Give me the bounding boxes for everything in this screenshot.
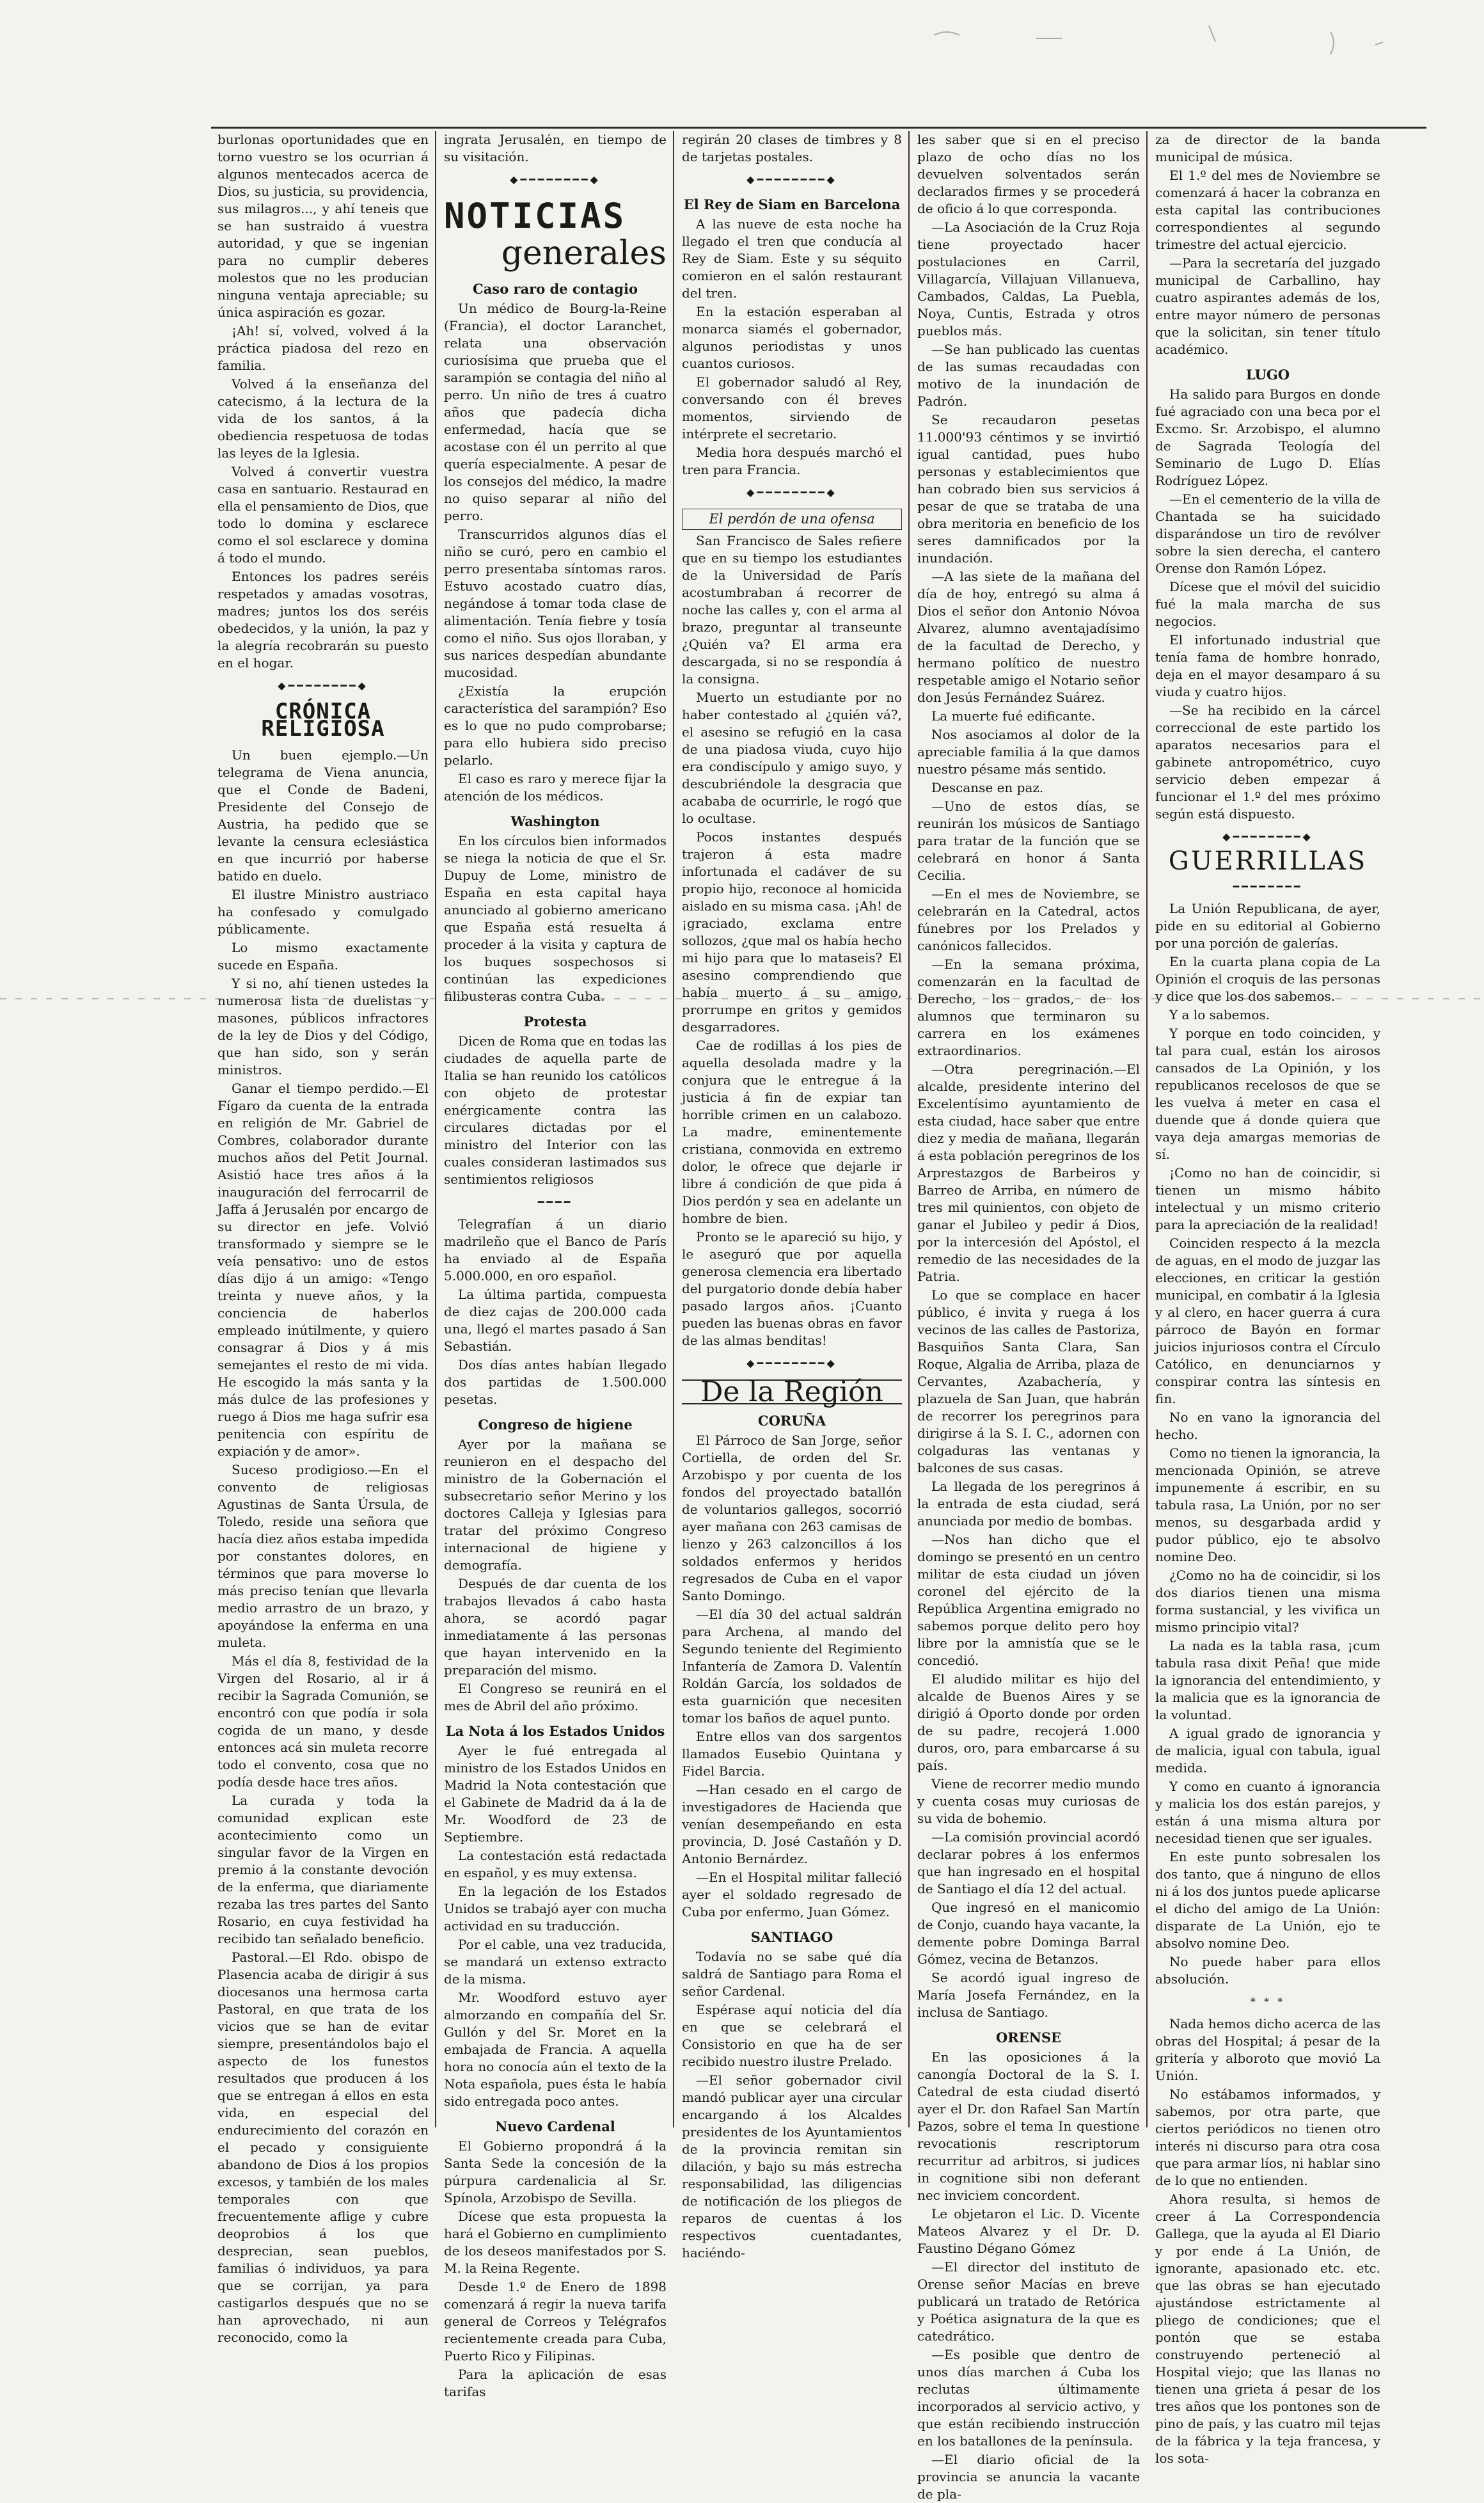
article-paragraph: ¡Como no han de coincidir, si tienen un mismo hábito intelectual y un mismo criterio para la apreciación de la realidad! xyxy=(1155,1165,1380,1232)
article-paragraph: Ayer por la mañana se reunieron en el despacho del ministro de la Gobernación el subsecretario señor Merino y los doctores Calleja y Iglesias para tratar del próximo Congreso internacional de higiene y demografía. xyxy=(444,1436,667,1573)
article-heading: El Rey de Siam en Barcelona xyxy=(683,196,901,212)
article-paragraph: ¡Ah! sí, volved, volved á la práctica piadosa del rezo en familia. xyxy=(217,323,429,373)
separator-ornament: ◆━━━━━━━━◆ xyxy=(746,173,837,186)
article-heading: Congreso de higiene xyxy=(478,1417,633,1433)
article-paragraph: Después de dar cuenta de los trabajos llevados á cabo hasta ahora, se acordó pagar inmediatamente á las personas que hayan intervenido en la preparación del mismo. xyxy=(444,1576,667,1678)
article-paragraph: Dícese que el móvil del suicidio fué la mala marcha de sus negocios. xyxy=(1155,579,1380,629)
article-paragraph: El aludido militar es hijo del alcalde de Buenos Aires y se dirigió á Oporto donde por orden de su padre, recojerá 1.000 duros, oro, para embarcarse á su país. xyxy=(917,1671,1140,1773)
article-paragraph: El Párroco de San Jorge, señor Cortiella, de orden del Sr. Arzobispo y por cuenta de los fondos del proyectado batallón de voluntarios gallegos, socorrió ayer mañana con 263 camisas de lienzo y 263 calzoncillos á los soldados enfermos y heridos regresados de Cuba en el vapor Santo Domingo. xyxy=(682,1433,902,1603)
article-paragraph: —Se ha recibido en la cárcel correccional de este partido los aparatos necesarios para el gabinete antropométrico, cuyo servicio deben empezar á funcionar el 1.º del mes próximo según está dispuesto. xyxy=(1155,703,1380,822)
article-paragraph: Ayer le fué entregada al ministro de los Estados Unidos en Madrid la Nota contestación que el Gabinete de Madrid da á la de Mr. Woodford de 23 de Septiembre. xyxy=(444,1743,667,1845)
article-paragraph: Se recaudaron pesetas 11.000'93 céntimos y se invirtió igual cantidad, pues hubo personas y establecimientos que han cobrado bien sus servicios á pesar de que se trataba de una obra meritoria en beneficio de los seres damnificados por la inundación. xyxy=(917,412,1140,566)
article-paragraph: —El día 30 del actual saldrán para Archena, al mando del Segundo teniente del Regimiento Infantería de Zamora D. Valentín Roldán García, los soldados de esta guarnición que necesiten tomar los baños de aquel punto. xyxy=(682,1607,902,1726)
article-paragraph: ingrata Jerusalén, en tiempo de su visitación. xyxy=(444,132,667,164)
article-heading: Nuevo Cardenal xyxy=(495,2118,615,2134)
article-paragraph: —La Asociación de la Cruz Roja tiene proyectado hacer postulaciones en Carril, Villagarcía, Villajuan Villanueva, Cambados, Caldas, La Puebla, Noya, Cuntis, Estrada y otros pueblos más. xyxy=(917,219,1140,338)
article-paragraph: El Congreso se reunirá en el mes de Abril del año próximo. xyxy=(444,1681,667,1713)
article-paragraph: —El señor gobernador civil mandó publicar ayer una circular encargando á los Alcaldes presidentes de los Ayuntamientos de la provincia remitan sin dilación, y bajo su más estrecha responsabilidad, las diligencias de notificación de los pliegos de reparos de cuentas á los respectivos cuentadantes, haciéndo- xyxy=(682,2072,902,2261)
article-paragraph: Dícese que esta propuesta la hará el Gobierno en cumplimiento de los deseos manifestados por S. M. la Reina Regente. xyxy=(444,2209,667,2276)
article-paragraph: Todavía no se sabe qué día saldrá de Santiago para Roma el señor Cardenal. xyxy=(682,1949,902,1999)
article-paragraph: Para la aplicación de esas tarifas xyxy=(444,2367,667,2399)
article-paragraph: Volved á la enseñanza del catecismo, á la lectura de la vida de los santos, á la obediencia respetuosa de todas las leyes de la Iglesia. xyxy=(217,376,429,461)
article-paragraph: —Han cesado en el cargo de investigadores de Hacienda que venían desempeñando en esta provincia, D. José Castañón y D. Antonio Bernárdez. xyxy=(682,1782,902,1866)
article-paragraph: No estábamos informados, y sabemos, por otra parte, que ciertos periódicos no tienen otro interés ni discurso para otra cosa que para armar líos, ni hablar sino de lo que no entienden. xyxy=(1155,2086,1380,2188)
article-paragraph: Cae de rodillas á los pies de aquella desolada madre y la conjura que le entregue á la justicia á fin de expiar tan horrible crimen en un calabozo. La madre, eminentemente cristiana, conmovida en extremo dolor, le ofrece que dejarle ir libre á condición de que pida á Dios perdón y sea en adelante un hombre de bien. xyxy=(682,1038,902,1226)
article-paragraph: —El director del instituto de Orense señor Macías en breve publicará un tratado de Retórica y Poética asignatura de la que es catedrático. xyxy=(917,2259,1140,2344)
article-paragraph: ¿Existía la erupción característica del sarampión? Eso es lo que no pudo comprobarse; para ello hubiera sido preciso pelarlo. xyxy=(444,683,667,768)
article-paragraph: —El diario oficial de la provincia se anuncia la vacante de pla- xyxy=(917,2452,1140,2502)
article-paragraph: San Francisco de Sales refiere que en su tiempo los estudiantes de la Universidad de París acostumbraban á recorrer de noche las calles y, con el arma al brazo, preguntar al transeunte ¿Quién va? El arma era descargada, si no se respondía á la consigna. xyxy=(682,533,902,687)
article-heading: Caso raro de contagio xyxy=(473,281,638,297)
article-paragraph: Suceso prodigioso.—En el convento de religiosas Agustinas de Santa Úrsula, de Toledo, reside una señora que hacía diez años estaba impedida por constantes dolores, en términos que para moverse lo más preciso tenían que llevarla medio arrastro de un brazo, y apoyándose la enferma en una muleta. xyxy=(217,1462,429,1650)
article-paragraph: Lo mismo exactamente sucede en España. xyxy=(217,940,429,973)
column-5 xyxy=(1148,131,1380,2466)
column-3 xyxy=(674,131,910,2261)
article-paragraph: Pocos instantes después trajeron á esta madre infortunada el cadáver de su propio hijo, reconoce al homicida aislado en su misma casa. ¡Ah! de ¡graciado, exclama entre sollozos, ¿que mal os había hecho mi hijo para que lo mataseis? El asesino comprendiendo que había muerto á su amigo, prorrumpe en gritos y gemidos desgarradores. xyxy=(682,829,902,1035)
section-title-cronica: CRÓNICA RELIGIOSA xyxy=(261,699,385,742)
article-heading: Protesta xyxy=(523,1013,587,1029)
column-1 xyxy=(217,131,436,2345)
article-paragraph: Un buen ejemplo.—Un telegrama de Viena anuncia, que el Conde de Badeni, Presidente del Consejo de Austria, ha pedido que se levante la censura eclesiástica en que incurrió por haberse batido en duelo. xyxy=(217,747,429,884)
article-paragraph: Mr. Woodford estuvo ayer almorzando en compañía del Sr. Gullón y del Sr. Moret en la embajada de Francia. A aquella hora no conocía aún el texto de la Nota española, pues ésta le había sido entregada poco antes. xyxy=(444,1990,667,2109)
article-heading: Washington xyxy=(510,813,600,829)
article-paragraph: En la estación esperaban al monarca siamés el gobernador, algunos periodistas y unos cuantos curiosos. xyxy=(682,304,902,371)
article-heading: SANTIAGO xyxy=(750,1929,833,1945)
article-heading: El perdón de una ofensa xyxy=(682,509,902,530)
article-paragraph: El caso es raro y merece fijar la atención de los médicos. xyxy=(444,771,667,804)
article-paragraph: Nada hemos dicho acerca de las obras del Hospital; á pesar de la gritería y alboroto que movió La Unión. xyxy=(1155,2016,1380,2083)
separator-ornament: ━━━━ xyxy=(537,1196,573,1208)
article-paragraph: Media hora después marchó el tren para Francia. xyxy=(682,445,902,477)
article-heading: La Nota á los Estados Unidos xyxy=(445,1723,665,1739)
article-paragraph: —En la semana próxima, comenzarán en la facultad de Derecho, los grados, de los alumnos que terminaron su carrera en los exámenes extraordinarios. xyxy=(917,957,1140,1058)
article-paragraph: No en vano la ignorancia del hecho. xyxy=(1155,1410,1380,1442)
article-paragraph: La llegada de los peregrinos á la entrada de esta ciudad, será anunciada por medio de bombas. xyxy=(917,1479,1140,1529)
article-paragraph: regirán 20 clases de timbres y 8 de tarjetas postales. xyxy=(682,132,902,164)
article-paragraph: Viene de recorrer medio mundo y cuenta cosas muy curiosas de su vida de bohemio. xyxy=(917,1776,1140,1826)
section-title-generales: generales xyxy=(501,234,667,273)
article-paragraph: En la cuarta plana copia de La Opinión el croquis de las personas y dice que los dos sabemos. xyxy=(1155,954,1380,1004)
article-paragraph: La contestación está redactada en español, y es muy extensa. xyxy=(444,1848,667,1880)
section-title-guerrillas: GUERRILLAS xyxy=(1168,846,1368,876)
section-title-noticias: NOTICIAS xyxy=(444,196,626,236)
article-paragraph: La muerte fué edificante. xyxy=(931,708,1096,724)
article-paragraph: Y si no, ahí tienen ustedes la numerosa lista de duelistas y masones, públicos infractores de la ley de Dios y del Código, que han sido, son y serán ministros. xyxy=(217,976,429,1077)
article-paragraph: El ilustre Ministro austriaco ha confesado y comulgado públicamente. xyxy=(217,887,429,937)
article-paragraph: Transcurridos algunos días el niño se curó, pero en cambio el perro presentaba síntomas raros. Estuvo acostado cuatro días, negándose á tomar toda clase de alimentación. Tenía fiebre y tosía como el niño. Sus ojos lloraban, y sus narices despedían abundante mucosidad. xyxy=(444,527,667,680)
separator-ornament: ◆━━━━━━━━◆ xyxy=(278,679,368,692)
article-paragraph: —En el Hospital militar falleció ayer el soldado regresado de Cuba por enfermo, Juan Gómez. xyxy=(682,1870,902,1919)
article-heading: LUGO xyxy=(1245,367,1290,383)
article-paragraph: Le objetaron el Lic. D. Vicente Mateos Alvarez y el Dr. D. Faustino Dégano Gómez xyxy=(917,2206,1140,2256)
article-paragraph: —A las siete de la mañana del día de hoy, entregó su alma á Dios el señor don Antonio Nóvoa Alvarez, alumno aventajadísimo de la facultad de Derecho, y hermano político de nuestro respetable amigo el Notario señor don Jesús Fernández Suárez. xyxy=(917,569,1140,705)
article-paragraph: A igual grado de ignorancia y de malicia, igual con tabula, igual medida. xyxy=(1155,1726,1380,1776)
article-paragraph: En este punto sobresalen los dos tanto, que á ninguno de ellos ni á los dos juntos puede aplicarse el dicho del amigo de La Unión: disparate de La Unión, ejo te absolvo nomine Deo. xyxy=(1155,1849,1380,1951)
article-paragraph: En los círculos bien informados se niega la noticia de que el Sr. Dupuy de Lome, ministro de España en esta capital haya anunciado al gobierno americano que España está resuelta á proceder á la visita y captura de los buques sospechosos si continúan las expediciones filibusteras contra Cuba. xyxy=(444,833,667,1004)
article-paragraph: Se acordó igual ingreso de María Josefa Fernández, en la inclusa de Santiago. xyxy=(917,1970,1140,2020)
article-paragraph: Muerto un estudiante por no haber contestado al ¿quién vá?, el asesino se refugió en la casa de una piadosa viuda, cuyo hijo era condiscípulo y amigo suyo, y descubriéndole la desgracia que acababa de ocurrirle, le rogó que lo ocultase. xyxy=(682,690,902,826)
section-title-region: De la Región xyxy=(682,1379,902,1404)
article-paragraph: Volved á convertir vuestra casa en santuario. Restaurad en ella el pensamiento de Dios, que todo lo domina y esclarece como el sol esclarece y domina á todo el mundo. xyxy=(217,464,429,566)
article-paragraph: La Unión Republicana, de ayer, pide en su editorial al Gobierno por una porción de galerías. xyxy=(1155,901,1380,951)
separator-ornament: ◆━━━━━━━━◆ xyxy=(1222,830,1313,843)
article-paragraph: —En el cementerio de la villa de Chantada se ha suicidado disparándose un tiro de revólver sobre la sien derecha, el cantero Orense don Ramón López. xyxy=(1155,491,1380,576)
separator-ornament: ━━━━━━━━ xyxy=(1233,880,1303,893)
article-paragraph: —Para la secretaría del juzgado municipal de Carballino, hay cuatro aspirantes además de los, entre mayor número de personas que la solicitan, sin tener título académico. xyxy=(1155,255,1380,357)
article-paragraph: Entre ellos van dos sargentos llamados Eusebio Quintana y Fidel Barcia. xyxy=(682,1729,902,1779)
article-paragraph: Más el día 8, festividad de la Virgen del Rosario, al ir á recibir la Sagrada Comunión, se encontró con que podía ir sola cogida de un mano, y desde entonces acá sin muleta recorre todo el convento, cosa que no podía desde hace tres años. xyxy=(217,1653,429,1790)
article-paragraph: —Es posible que dentro de unos días marchen á Cuba los reclutas últimamente incorporados al servicio activo, y que están recibiendo instrucción en los batallones de la península. xyxy=(917,2347,1140,2449)
article-paragraph: —En el mes de Noviembre, se celebrarán en la Catedral, actos fúnebres por los Prelados y canónicos fallecidos. xyxy=(917,886,1140,953)
article-paragraph: —Otra peregrinación.—El alcalde, presidente interino del Excelentísimo ayuntamiento de esta ciudad, hace saber que entre diez y media de mañana, llegarán á esta población peregrinos de los Arprestazgos de Barbeiros y Barreo de Arriba, en número de tres mil quinientos, con objeto de ganar el Jubileo y pedir á Dios, por la intercesión del Apóstol, el remedio de las necesidades de la Patria. xyxy=(917,1061,1140,1284)
article-paragraph: les saber que si en el preciso plazo de ocho días no los devuelven solventados serán declarados firmes y se procederá de oficio á lo que corresponda. xyxy=(917,132,1140,216)
article-paragraph: Dos días antes habían llegado dos partidas de 1.500.000 pesetas. xyxy=(444,1357,667,1407)
article-paragraph: La nada es la tabla rasa, ¡cum tabula rasa dixit Peña! que mide la ignorancia del entendimiento, y la malicia que es la ignorancia de la voluntad. xyxy=(1155,1638,1380,1722)
separator-ornament: * * * xyxy=(1250,1996,1286,2008)
article-paragraph: —La comisión provincial acordó declarar pobres á los enfermos que han ingresado en el hospital de Santiago el día 12 del actual. xyxy=(917,1829,1140,1896)
article-paragraph: Entonces los padres seréis respetados y amadas vosotras, madres; juntos los dos seréis obedecidos, y la unión, la paz y la alegría recobrarán su puesto en el hogar. xyxy=(217,569,429,671)
article-paragraph: Ahora resulta, si hemos de creer á La Correspondencia Gallega, que la ayuda al El Diario y por ende á La Unión, de ignorante, apasionado etc. etc. que las obras se han ejecutado ajustándose estrictamente al pliego de condiciones; que el pontón que se estaba construyendo perteneció al Hospital viejo; que las llanas no tienen una grieta á pesar de los tres años que los pontones son de pino de país, y las cuatro mil tejas de la fábrica y la teja francesa, y los sota- xyxy=(1155,2191,1380,2466)
page-top-rule xyxy=(211,127,1426,129)
article-paragraph: No puede haber para ellos absolución. xyxy=(1155,1954,1380,1987)
article-paragraph: Un médico de Bourg-la-Reine (Francia), el doctor Laranchet, relata una observación curiosísima que prueba que el sarampión se contagia del niño al perro. Un niño de tres á cuatro años que padecía dicha enfermedad, hacía que se acostase con él un perrito al que quería especialmente. A pesar de los consejos del médico, la madre no quiso separar al niño del perro. xyxy=(444,301,667,523)
article-paragraph: Y porque en todo coinciden, y tal para cual, están los airosos cansados de La Opinión, y los republicanos recelosos de que se les vuelva á meter en casa el duende que á donde quiera que vaya deja amargas memorias de sí. xyxy=(1155,1026,1380,1162)
article-paragraph: El 1.º del mes de Noviembre se comenzará á hacer la cobranza en esta capital las contribuciones correspondientes al segundo trimestre del actual ejercicio. xyxy=(1155,168,1380,252)
article-paragraph: La última partida, compuesta de diez cajas de 200.000 cada una, llegó el martes pasado á San Sebastián. xyxy=(444,1287,667,1354)
article-paragraph: —Se han publicado las cuentas de las sumas recaudadas con motivo de la inundación de Padrón. xyxy=(917,342,1140,409)
column-4 xyxy=(910,131,1148,2502)
article-paragraph: En la legación de los Estados Unidos se trabajó ayer con mucha actividad en su traducción. xyxy=(444,1884,667,1934)
article-paragraph: Dicen de Roma que en todas las ciudades de aquella parte de Italia se han reunido los católicos con objeto de protestar enérgicamente contra las circulares dictadas por el ministro del Interior con las cuales consideran lastimados sus sentimientos religiosos xyxy=(444,1033,667,1187)
article-paragraph: Y a lo sabemos. xyxy=(1169,1007,1270,1022)
article-paragraph: Descanse en paz. xyxy=(931,780,1044,795)
separator-ornament: ◆━━━━━━━━◆ xyxy=(510,173,601,186)
article-paragraph: Espérase aquí noticia del día en que se celebrará el Consistorio en que ha de ser recibido nuestro ilustre Prelado. xyxy=(682,2002,902,2069)
article-paragraph: Ha salido para Burgos en donde fué agraciado con una beca por el Excmo. Sr. Arzobispo, el alumno de Sagrada Teología del Seminario de Lugo D. Elías Rodríguez López. xyxy=(1155,386,1380,488)
article-paragraph: El gobernador saludó al Rey, conversando con él breves momentos, sirviendo de intérprete el secretario. xyxy=(682,374,902,441)
article-paragraph: Pronto se le apareció su hijo, y le aseguró que por aquella generosa clemencia era libertado del purgatorio donde debía haber pasado largos años. ¡Cuanto pueden las buenas obras en favor de las almas benditas! xyxy=(682,1229,902,1348)
article-paragraph: A las nueve de esta noche ha llegado el tren que conducía al Rey de Siam. Este y su séquito comieron en el salón restaurant del tren. xyxy=(682,216,902,301)
article-paragraph: Por el cable, una vez traducida, se mandará un extenso extracto de la misma. xyxy=(444,1937,667,1987)
page-margin-noise xyxy=(0,0,1484,118)
article-paragraph: Pastoral.—El Rdo. obispo de Plasencia acaba de dirigir á sus diocesanos una hermosa carta Pastoral, en que trata de los vicios que se han de evitar siempre, presentándolos bajo el aspecto de los funestos resultados que producen á los que se entregan á ellos en esta vida, en especial del endurecimiento del corazón en el pecado y consiguiente abandono de Dios á los propios excesos, y también de los males temporales con que frecuentemente aflige y cubre deoprobios á los que desprecian, sean pueblos, familias ó individuos, ya para que se corrijan, ya para castigarlos después que no se han aprovechado, ni aun reconocido, como la xyxy=(217,1950,429,2345)
article-paragraph: Telegrafían á un diario madrileño que el Banco de París ha enviado al de España 5.000.000, en oro español. xyxy=(444,1216,667,1283)
article-paragraph: Que ingresó en el manicomio de Conjo, cuando haya vacante, la demente pobre Dominga Barral Gómez, vecina de Betanzos. xyxy=(917,1900,1140,1967)
column-2 xyxy=(436,131,674,2399)
article-heading: ORENSE xyxy=(995,2030,1062,2046)
article-paragraph: La curada y toda la comunidad explican este acontecimiento como un singular favor de la Virgen en premio á la constante devoción de la enferma, que diariamente rezaba las tres partes del Santo Rosario, en cuya festividad ha recibido tan señalado beneficio. xyxy=(217,1793,429,1946)
article-paragraph: Nos asociamos al dolor de la apreciable familia á la que damos nuestro pésame más sentido. xyxy=(917,727,1140,777)
article-paragraph: Y como en cuanto á ignorancia y malicia los dos están parejos, y están á una misma altura por necesidad tienen que ser iguales. xyxy=(1155,1779,1380,1846)
article-paragraph: Desde 1.º de Enero de 1898 comenzará á regir la nueva tarifa general de Correos y Telégrafos recientemente creada para Cuba, Puerto Rico y Filipinas. xyxy=(444,2279,667,2364)
article-paragraph: El infortunado industrial que tenía fama de hombre honrado, deja en el mayor desamparo á su viuda y cuatro hijos. xyxy=(1155,632,1380,699)
article-paragraph: Lo que se complace en hacer público, é invita y ruega á los vecinos de las calles de Pastoriza, Basquiños Santa Clara, San Roque, Algalia de Arriba, plaza de Cervantes, Azabachería, y plazuela de San Juan, que habrán de recorrer los peregrinos para dirigirse á la S. I. C., adornen con colgaduras las ventanas y balcones de sus casas. xyxy=(917,1287,1140,1475)
article-paragraph: El Gobierno propondrá á la Santa Sede la concesión de la púrpura cardenalicia al Sr. Spínola, Arzobispo de Sevilla. xyxy=(444,2138,667,2205)
article-paragraph: za de director de la banda municipal de música. xyxy=(1155,132,1380,164)
separator-ornament: ◆━━━━━━━━◆ xyxy=(746,1357,837,1369)
article-paragraph: burlonas oportunidades que en torno vuestro se los ocurrian á algunos mentecados acerca de Dios, su justicia, su providencia, sus milagros..., y ahí teneis que se han sustraido á vuestra autoridad, y que se ingenian para no cumplir deberes molestos que no les producian ninguna ventaja apreciable; su única aspiración es gozar. xyxy=(217,132,429,320)
article-paragraph: En las oposiciones á la canongía Doctoral de la S. I. Catedral de esta ciudad disertó ayer el Dr. don Rafael San Martín Pazos, sobre el tema In questione revocationis rescriptorum recurritur ad arbitros, si judices in cognitione sibi non deferant nec inviciem concordent. xyxy=(917,2049,1140,2203)
article-paragraph: Ganar el tiempo perdido.—El Fígaro da cuenta de la entrada en religión de Mr. Gabriel de Combres, colaborador durante muchos años del Petit Journal. Asistió hace tres años á la inauguración del ferrocarril de Jaffa á Jerusalén por encargo de su director en jefe. Volvió transformado y siempre se le veía pensativo: uno de estos días dijo á un amigo: «Tengo treinta y nueve años, y la conciencia de haberlos empleado inútilmente, y quiero consagrar á Dios y á mis semejantes el resto de mi vida. He escogido la más santa y la más dulce de las profesiones y ruego á Dios me haga sufrir esa penitencia con espíritu de expiación y de amor». xyxy=(217,1081,429,1459)
article-paragraph: ¿Como no ha de coincidir, si los dos diarios tienen una misma forma sustancial, y les vivifica un mismo principio vital? xyxy=(1155,1568,1380,1635)
article-paragraph: —Uno de estos días, se reunirán los músicos de Santiago para tratar de la función que se celebrará en honor á Santa Cecilia. xyxy=(917,799,1140,883)
article-paragraph: Como no tienen la ignorancia, la mencionada Opinión, se atreve impunemente á escribir, en su tabula rasa, La Unión, por no ser menos, su desgarbada ardid y pudor público, ejo te absolvo nomine Deo. xyxy=(1155,1445,1380,1564)
article-paragraph: Coinciden respecto á la mezcla de aguas, en el modo de juzgar las elecciones, en criticar la gestión municipal, en combatir á la Iglesia y al clero, en hacer guerra á cura párroco de Bayón en formar juicios injuriosos contra el Círculo Católico, en denunciarnos y conspirar contra las síntesis en fin. xyxy=(1155,1236,1380,1406)
article-paragraph: —Nos han dicho que el domingo se presentó en un centro militar de esta ciudad un jóven coronel del ejército de la República Argentina emigrado no sabemos porque delito pero hoy libre por la amnistía que se le concedió. xyxy=(917,1532,1140,1668)
article-heading: CORUÑA xyxy=(757,1413,826,1429)
separator-ornament: ◆━━━━━━━━◆ xyxy=(746,486,837,498)
